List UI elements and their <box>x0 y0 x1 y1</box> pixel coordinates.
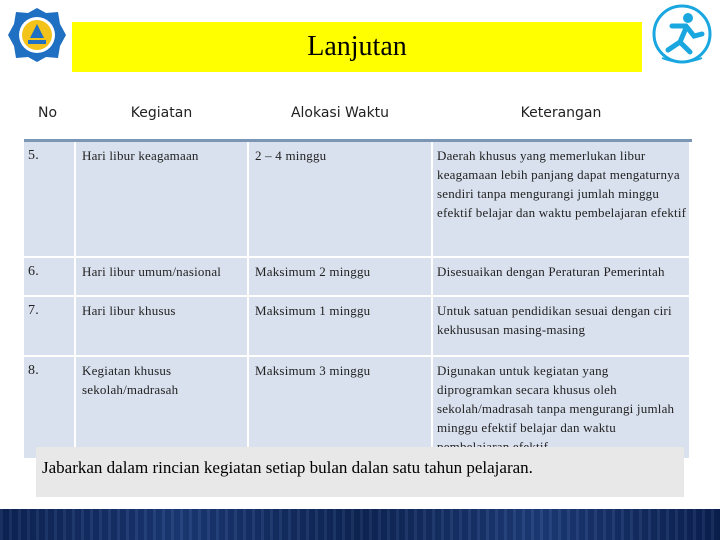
decorative-bottom-strip <box>0 509 720 540</box>
table-row <box>24 257 690 296</box>
cell-no: 8. <box>24 356 75 459</box>
cell-keterangan: Untuk satuan pendidikan sesuai dengan ciri kekhususan masing-masing <box>432 296 690 356</box>
cell-keterangan: Digunakan untuk kegiatan yang diprogramkan secara khusus oleh sekolah/madrasah tanpa mengurangi jumlah minggu efektif belajar dan waktu <box>432 356 690 459</box>
cell-no: 5. <box>24 141 75 258</box>
cell-alokasi: Maksimum 1 minggu <box>248 296 432 356</box>
cell-keterangan: Daerah khusus yang memerlukan libur keagamaan lebih panjang dapat mengaturnya sendiri tanpa mengurangi jumlah minggu efektif belajar dan waktu pembelajaran efektif <box>432 141 690 258</box>
column-header-alokasi: Alokasi Waktu <box>248 86 432 141</box>
tut-wuri-handayani-logo <box>6 4 68 66</box>
cell-kegiatan: Hari libur umum/nasional <box>75 257 248 296</box>
page-title: Lanjutan <box>307 31 407 62</box>
cell-no: 6. <box>24 257 75 296</box>
column-header-kegiatan: Kegiatan <box>75 86 248 141</box>
school-calendar-table <box>24 86 692 460</box>
cell-alokasi: Maksimum 2 minggu <box>248 257 432 296</box>
cell-kegiatan: Kegiatan khusus sekolah/madrasah <box>75 356 248 459</box>
cell-kegiatan: Hari libur keagamaan <box>75 141 248 258</box>
footer-note-box <box>36 447 684 497</box>
cell-kegiatan: Hari libur khusus <box>75 296 248 356</box>
cell-alokasi: Maksimum 3 minggu <box>248 356 432 459</box>
cell-alokasi: 2 – 4 minggu <box>248 141 432 258</box>
running-figure-logo <box>650 4 714 68</box>
cell-no: 7. <box>24 296 75 356</box>
table-row <box>24 141 690 258</box>
table-row <box>24 296 690 356</box>
table-header-row <box>24 86 690 141</box>
table-row <box>24 356 690 459</box>
title-banner <box>72 22 642 72</box>
cell-keterangan: Disesuaikan dengan Peraturan Pemerintah <box>432 257 690 296</box>
footer-note: Jabarkan dalam rincian kegiatan setiap bulan dalan satu tahun pelajaran. <box>42 458 533 477</box>
column-header-keterangan: Keterangan <box>432 86 690 141</box>
column-header-no: No <box>24 86 75 141</box>
